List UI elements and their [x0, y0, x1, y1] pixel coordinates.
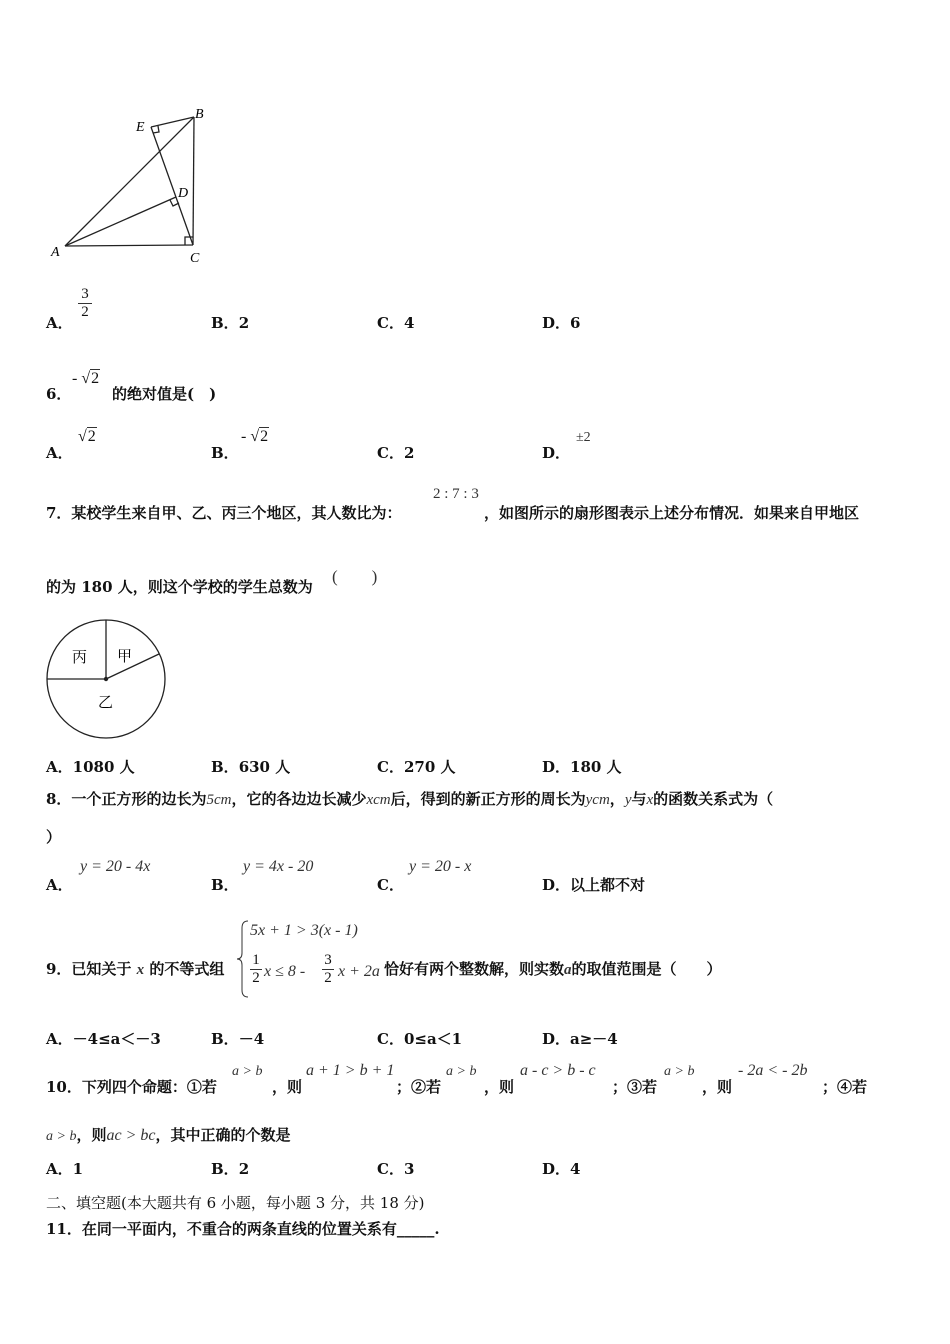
math-expression: y = 4x - 20: [243, 858, 314, 875]
math-ycm: ycm: [585, 792, 610, 808]
fraction-one-half: 1 2: [250, 952, 262, 987]
option-letter: A．: [46, 314, 73, 332]
q8-stem-line2: ）: [46, 828, 62, 846]
q8-option-d[interactable]: [542, 874, 645, 895]
option-text: 180 人: [570, 758, 622, 776]
option-letter: C．: [377, 444, 404, 462]
q10-stem-line1: [46, 1062, 926, 1096]
option-text: a≥－4: [570, 1030, 618, 1048]
q6-option-d[interactable]: [542, 428, 662, 462]
sqrt-2: √2: [78, 428, 96, 445]
q6-option-c[interactable]: [377, 442, 414, 463]
option-text: 6: [570, 314, 581, 332]
q7-stem-line1: [46, 486, 916, 522]
label-a: A: [51, 245, 60, 260]
q7-option-a[interactable]: [46, 756, 135, 777]
option-letter: C．: [377, 876, 404, 894]
question-text: 7．某校学生来自甲、乙、丙三个地区，其人数比为：: [46, 504, 402, 522]
denominator: 2: [81, 304, 89, 320]
option-letter: C．: [377, 758, 404, 776]
question-text: ；③若: [612, 1078, 658, 1096]
question-text: 9．已知关于: [46, 960, 137, 978]
question-text: ，则: [272, 1078, 303, 1096]
segment-bc: [193, 117, 194, 245]
question-text: ，: [609, 790, 625, 808]
question-text: ，则: [76, 1126, 107, 1144]
q10-stem-line2: [46, 1124, 446, 1146]
segment-ab: [65, 117, 194, 246]
option-letter: D．: [542, 876, 571, 894]
option-letter: B．: [211, 1030, 239, 1048]
question-text: 的不等式组: [144, 960, 225, 978]
option-letter: A．: [46, 876, 73, 894]
question-text: ；②若: [396, 1078, 442, 1096]
q10-option-c[interactable]: [377, 1158, 414, 1179]
question-text: 与: [631, 790, 647, 808]
q8-stem: [46, 788, 916, 810]
neg-sqrt-2: - √2: [72, 370, 100, 387]
math-expression: a > b: [664, 1064, 695, 1079]
numerator: 3: [81, 286, 89, 302]
question-number: 6．: [46, 385, 72, 403]
math-expression: - 2a < - 2b: [738, 1062, 808, 1079]
option-text: 3: [403, 1160, 415, 1178]
option-letter: D．: [542, 758, 571, 776]
q9-option-a[interactable]: [46, 1028, 161, 1049]
option-text: －4: [238, 1030, 265, 1048]
question-text: ，它的各边边长减少: [231, 790, 367, 808]
math-expression: a + 1 > b + 1: [306, 1062, 395, 1079]
math-a: a: [564, 962, 572, 978]
option-text: 630 人: [238, 758, 291, 776]
option-text: －4≤a＜－3: [72, 1030, 161, 1048]
option-letter: D．: [542, 314, 571, 332]
q7-option-d[interactable]: [542, 756, 622, 777]
question-text: ，其中正确的个数是: [155, 1126, 291, 1144]
option-letter: C．: [377, 314, 404, 332]
q9-option-d[interactable]: [542, 1028, 618, 1049]
math-expression: a > b: [46, 1129, 77, 1144]
q10-option-a[interactable]: [46, 1158, 83, 1179]
option-letter: B．: [211, 444, 239, 462]
question-text: 8．一个正方形的边长为: [46, 790, 207, 808]
pie-label-yi: 乙: [98, 693, 114, 711]
option-text: 1080 人: [72, 758, 135, 776]
option-text: 2: [238, 314, 250, 332]
question-text: ，则: [702, 1078, 733, 1096]
plus-minus-2: ±2: [576, 430, 591, 445]
q9-stem: [46, 918, 926, 1000]
segment-ac: [65, 245, 193, 246]
math-5cm: 5cm: [206, 792, 232, 808]
option-letter: B．: [211, 758, 239, 776]
question-text: 的函数关系式为（: [653, 790, 774, 808]
math-expression: a > b: [446, 1064, 477, 1079]
option-letter: D．: [542, 444, 571, 462]
option-letter: D．: [542, 1030, 571, 1048]
math-x: x: [136, 962, 145, 978]
q7-option-b[interactable]: [211, 756, 290, 777]
segment-ad: [65, 197, 176, 246]
option-letter: C．: [377, 1160, 404, 1178]
q6-stem: [46, 370, 346, 403]
math-x: x: [646, 792, 654, 808]
q6-option-a[interactable]: [46, 428, 166, 462]
question-text: ，如图所示的扇形图表示上述分布情况．如果来自甲地区: [484, 504, 860, 522]
option-text: 4: [403, 314, 415, 332]
question-text: 的绝对值是( ): [112, 385, 217, 403]
pie-label-jia: 甲: [117, 647, 133, 665]
q7-stem-line2: [46, 562, 446, 596]
q11-stem: 11．在同一平面内，不重合的两条直线的位置关系有_____.: [46, 1220, 440, 1238]
option-text: 2: [238, 1160, 250, 1178]
q7-option-c[interactable]: [377, 756, 456, 777]
sector-line-right: [106, 654, 159, 679]
section-heading: 二、填空题(本大题共有 6 小题，每小题 3 分，共 18 分): [46, 1194, 425, 1212]
option-text: 4: [570, 1160, 581, 1178]
inequality-1: 5x + 1 > 3(x - 1): [250, 922, 358, 939]
option-text: 以上都不对: [570, 876, 646, 894]
option-text: 2: [403, 444, 415, 462]
label-b: B: [195, 107, 204, 122]
right-angle-e: [153, 126, 159, 133]
math-expression: y = 20 - x: [409, 858, 472, 875]
question-text: ；④若: [822, 1078, 868, 1096]
q5-option-d[interactable]: [542, 312, 580, 333]
q8-option-a[interactable]: [46, 858, 206, 894]
option-letter: B．: [211, 1160, 239, 1178]
fraction-three-halves: 3 2: [322, 952, 334, 987]
q9-option-b[interactable]: [211, 1028, 264, 1049]
ratio-expression: 2 : 7 : 3: [433, 486, 479, 502]
option-letter: A．: [46, 758, 73, 776]
math-expression: a > b: [232, 1064, 263, 1079]
pie-chart: [40, 615, 172, 745]
q10-option-b[interactable]: [211, 1158, 249, 1179]
question-text: 恰好有两个整数解，则实数: [384, 960, 565, 978]
option-letter: B．: [211, 314, 239, 332]
option-text: 0≤a＜1: [403, 1030, 463, 1048]
q9-option-c[interactable]: [377, 1028, 462, 1049]
q5-option-c[interactable]: [377, 312, 414, 333]
question-text: 10．下列四个命题：①若: [46, 1078, 217, 1096]
neg-sqrt-2: - √2: [241, 428, 269, 445]
option-letter: A．: [46, 1030, 73, 1048]
pie-label-bing: 丙: [72, 648, 88, 666]
option-letter: B．: [211, 876, 239, 894]
q5-option-b[interactable]: [211, 312, 249, 333]
q8-option-c[interactable]: [377, 858, 537, 894]
label-e: E: [136, 120, 145, 135]
question-text: 的为 180 人，则这个学校的学生总数为: [46, 578, 313, 596]
math-expression: ac > bc: [106, 1127, 156, 1144]
label-d: D: [178, 186, 189, 201]
option-text: 1: [72, 1160, 84, 1178]
option-text: 270 人: [403, 758, 456, 776]
option-letter: A．: [46, 1160, 73, 1178]
q8-option-b[interactable]: [211, 858, 371, 894]
option-letter: A．: [46, 444, 73, 462]
system-brace: [236, 920, 250, 998]
math-expression: a - c > b - c: [520, 1062, 596, 1079]
q6-option-b[interactable]: [211, 428, 331, 462]
triangle-figure: [40, 100, 220, 270]
answer-paren: ( ): [332, 567, 378, 586]
math-xcm: xcm: [366, 792, 391, 808]
inequality-2: 1 2 x ≤ 8 - 3 2 x + 2a: [250, 952, 410, 996]
question-text: 的取值范围是（ ）: [571, 960, 722, 978]
fraction-three-halves: [78, 286, 92, 321]
question-text: ，则: [484, 1078, 515, 1096]
math-expression: y = 20 - 4x: [80, 858, 151, 875]
q10-option-d[interactable]: [542, 1158, 580, 1179]
option-letter: D．: [542, 1160, 571, 1178]
segment-eb: [151, 117, 194, 127]
question-text: 后，得到的新正方形的周长为: [390, 790, 586, 808]
math-y: y: [624, 792, 632, 808]
label-c: C: [190, 251, 200, 266]
option-letter: C．: [377, 1030, 404, 1048]
